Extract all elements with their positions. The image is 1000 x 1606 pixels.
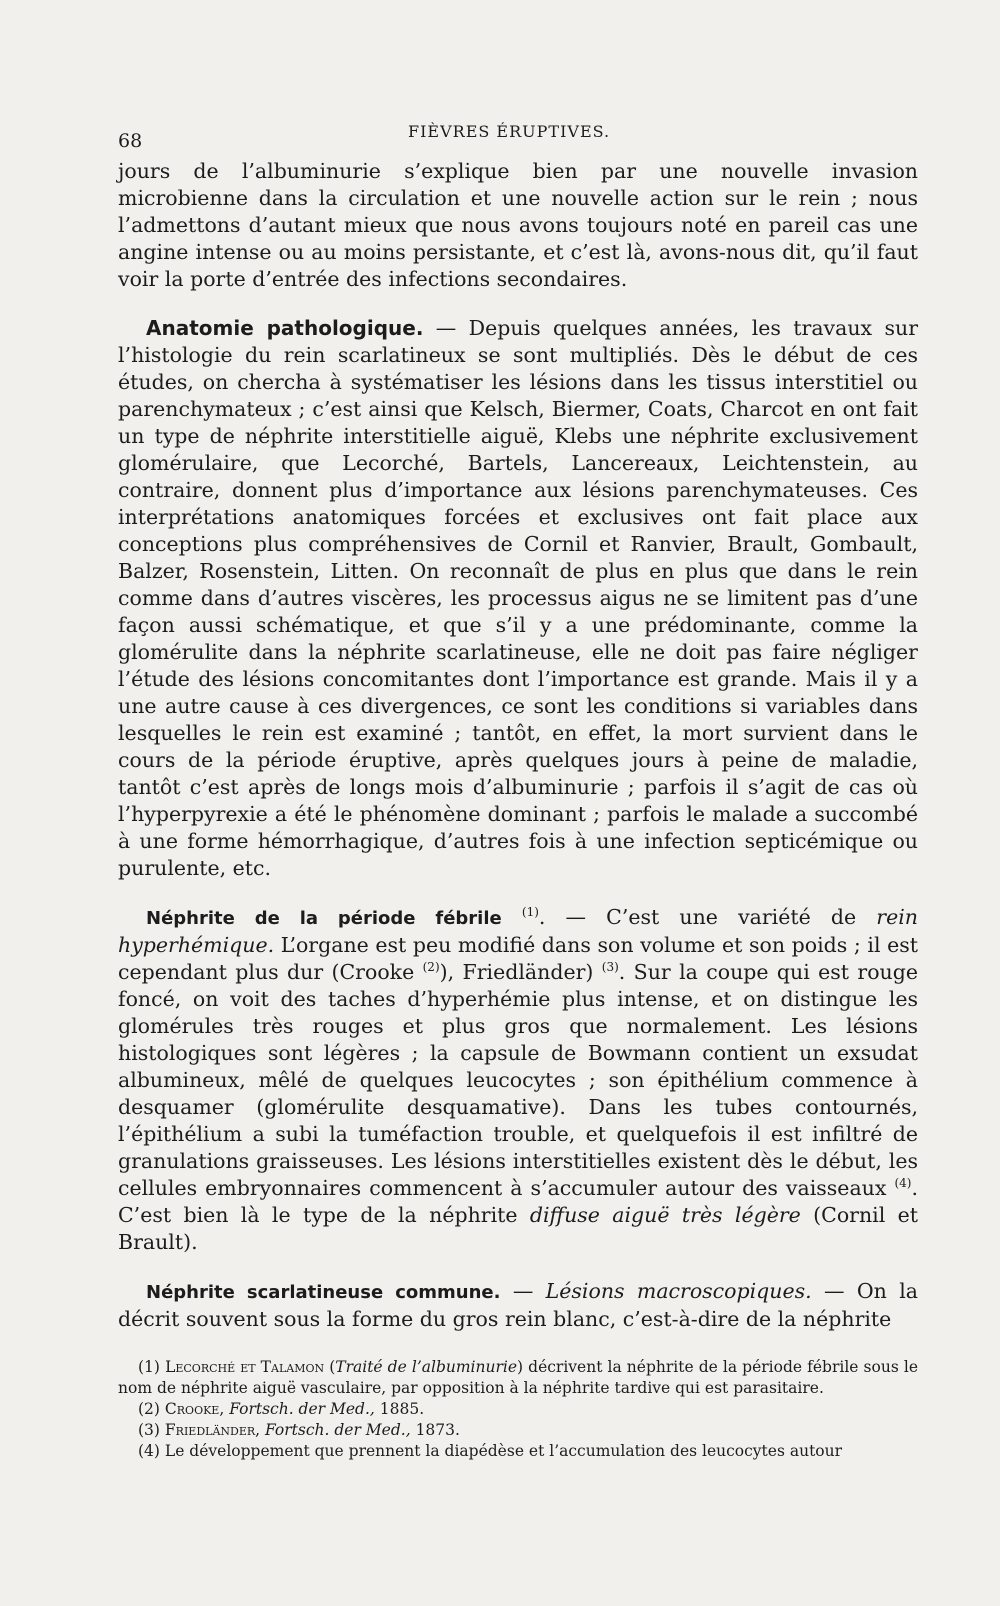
running-head	[118, 118, 918, 152]
footnote-3-author: Friedländer,	[164, 1421, 261, 1439]
footnote-ref-2: 2	[427, 960, 435, 975]
header-title: FIÈVRES ÉRUPTIVES.	[408, 122, 611, 141]
commune-text-1: —	[500, 1279, 546, 1303]
footnote-1-mark: (1)	[138, 1358, 160, 1376]
footnote-3-mark: (3)	[138, 1421, 160, 1439]
footnote-3	[118, 1420, 918, 1441]
footnote-4	[118, 1441, 918, 1462]
footnote-4-mark: (4)	[138, 1442, 160, 1460]
anatomie-text: — Depuis quelques années, les travaux sur l’histologie du rein scarlatineux se sont multipliés. Dès le début de ces études, on chercha à systématiser les lésions dans les tissus interstitiel ou parenchymateux ; c’est ainsi que Kelsch, Biermer, Coats, Charcot en ont fait un type de néphrite interstitielle aiguë, Klebs une néphrite exclusivement glomérulaire, que Lecorché, Bartels, Lancereaux, Leichtenstein, au contraire, donnent plus d’importance aux lésions parenchymateuses. Ces interprétations anatomiques forcées et exclusives ont fait place aux conceptions plus compréhensives de Cornil et Ranvier, Brault, Gombault, Balzer, Rosenstein, Litten. On reconnaît de plus en plus que dans le rein comme dans d’autres viscères, les processus aigus ne se limitent pas d’une façon aussi schématique, et que s’il y a une prédominante, comme la glomérulite dans la néphrite scarlatineuse, elle ne doit pas faire négliger l’étude des lésions concomitantes dont l’importance est grande. Mais il y a une autre cause à ces divergences, ce sont les conditions si variables dans lesquelles le rein est examiné ; tantôt, en effet, la mort survient dans le cours de la période éruptive, après quelques jours à peine de maladie, tantôt c’est après de longs mois d’albuminurie ; parfois il s’agit de cas où l’hyperpyrexie a été le phénomène dominant ; parfois le malade a succombé à une forme hémorrhagique, d’autres fois à une infection septicémique ou purulente, etc.	[118, 316, 919, 880]
commune-paragraph	[118, 1278, 918, 1333]
footnote-2-title: Fortsch. der Med.,	[229, 1400, 375, 1418]
febrile-text-5: . C’est bien là le type de la néphrite	[118, 1176, 918, 1227]
footnote-ref-1: 1	[526, 905, 535, 920]
footnote-1-author: Lecorché et Talamon	[165, 1358, 325, 1376]
anatomie-heading: Anatomie pathologique.	[146, 316, 424, 340]
febrile-italic-1: rein hyperhémique.	[118, 905, 918, 957]
footnote-2-year: 1885.	[379, 1400, 425, 1418]
footnote-4-text: Le développement que prennent la diapédèse et l’accumulation des leucocytes autour	[164, 1442, 843, 1460]
febrile-text-3: ), Friedländer)	[439, 960, 602, 984]
footnote-ref-3: 3	[606, 960, 615, 975]
footnote-3-year: 1873.	[415, 1421, 460, 1439]
footnote-ref-4: 4	[899, 1176, 907, 1191]
commune-text-2: — On la décrit souvent sous la forme du gros rein blanc, c’est-à-dire de la néphrite	[118, 1279, 918, 1331]
febrile-text-4: . Sur la coupe qui est rouge foncé, on voit des taches d’hyperhémie plus intense, et on distingue les glomérules très rouges et plus gros que normalement. Les lésions histologiques sont légères ; la capsule de Bowmann contient un exsudat albumineux, mêlé de quelques leucocytes ; son épithélium commence à desquamer (glomérulite desquamative). Dans les tubes contournés, l’épithélium a subi la tuméfaction trouble, et quelquefois il est infiltré de granulations graisseuses. Les lésions interstitielles existent dès le début, les cellules embryonnaires commencent à s’accumuler autour des vaisseaux	[118, 960, 919, 1200]
page-number: 68	[118, 130, 143, 152]
febrile-text-6: (Cornil et Brault).	[118, 1203, 918, 1254]
footnote-1-title: Traité de l’albuminurie	[335, 1358, 518, 1376]
febrile-paragraph: Néphrite de la période fébrile $^{(1)}$. — C’est une variété de rein hyperhémique. L’organe est peu modifié dans son volume et son poids ; il est cependant plus dur (Crooke $^{(2)}$), Friedländer) $^{(3)}$. Sur la coupe qui est rouge foncé, on voit des taches d’hyperhémie plus intense, et on distingue les glomérules très rouges et plus gros que normalement. Les lésions histologiques sont légères ; la capsule de Bowmann contient un exsudat albumineux, mêlé de quelques leucocytes ; son épithélium commence à desquamer (glomérulite desquamative). Dans les tubes contournés, l’épithélium a subi la tuméfaction trouble, et quelquefois il est infiltré de granulations graisseuses. Les lésions interstitielles existent dès le début, les cellules embryonnaires commencent à s’accumuler autour des vaisseaux $^{(4)}$. C’est bien là le type de la néphrite diffuse aiguë très légère (Cornil et Brault).	[118, 905, 919, 1254]
febrile-text-1: . — C’est une variété de	[538, 905, 877, 929]
footnotes	[118, 1357, 918, 1462]
footnote-2-mark: (2)	[138, 1400, 160, 1418]
febrile-text-2: L’organe est peu modifié dans son volume et son poids ; il est cependant plus dur (Crooke	[118, 933, 918, 984]
anatomie-paragraph	[118, 315, 918, 882]
febrile-heading: Néphrite de la période fébrile	[146, 908, 502, 929]
commune-heading: Néphrite scarlatineuse commune.	[146, 1282, 501, 1303]
intro-paragraph: jours de l’albuminurie s’explique bien par une nouvelle invasion microbienne dans la circulation et une nouvelle action sur le rein ; nous l’admettons d’autant mieux que nous avons toujours noté en pareil cas une angine intense ou au moins persistante, et c’est là, avons-nous dit, qu’il faut voir la porte d’entrée des infections secondaires.	[118, 159, 918, 291]
footnote-2-author: Crooke,	[164, 1400, 225, 1418]
febrile-italic-2: diffuse aiguë très légère	[529, 1203, 801, 1227]
footnote-1: (1) Lecorché et Talamon (Traité de l’albuminurie) décrivent la néphrite de la période fébrile sous le nom de néphrite aiguë vasculaire, par opposition à la néphrite tardive qui est parasitaire.	[118, 1358, 918, 1397]
footnote-3-title: Fortsch. der Med.,	[265, 1421, 411, 1439]
footnote-2	[118, 1399, 918, 1420]
commune-italic-1: Lésions macroscopiques.	[545, 1279, 812, 1303]
footnote-1-text: décrivent la néphrite de la période fébrile sous le nom de néphrite aiguë vasculaire, par opposition à la néphrite tardive qui est parasitaire.	[118, 1358, 918, 1397]
